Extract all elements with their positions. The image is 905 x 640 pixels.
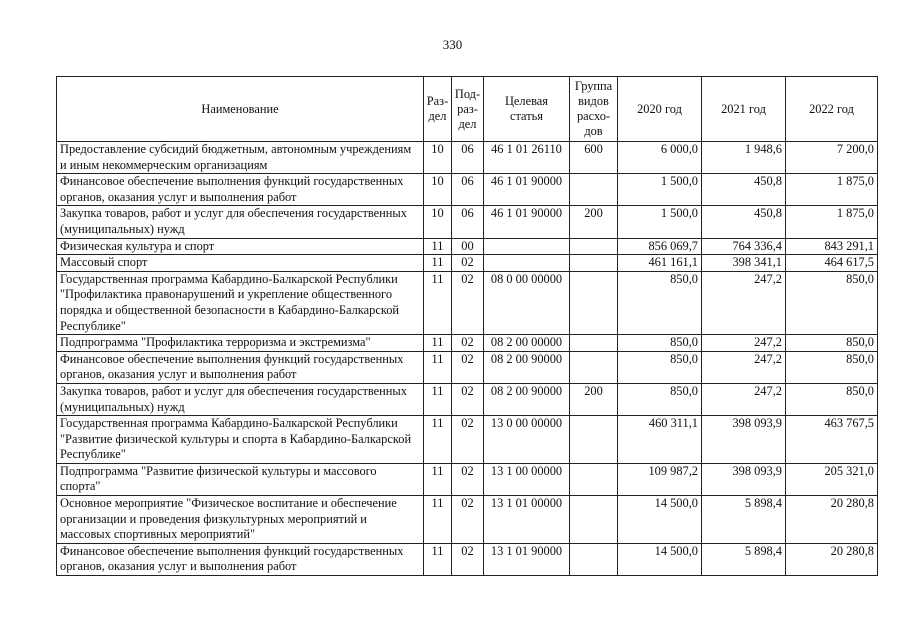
cell-razdel: 11 (424, 543, 452, 575)
cell-expense-group: 200 (570, 206, 618, 238)
cell-podrazdel: 02 (452, 463, 484, 495)
cell-name: Закупка товаров, работ и услуг для обеспечения государственных (муниципальных) нужд (57, 383, 424, 415)
cell-podrazdel: 02 (452, 496, 484, 544)
cell-razdel: 11 (424, 463, 452, 495)
cell-razdel: 10 (424, 142, 452, 174)
cell-name: Подпрограмма "Профилактика терроризма и экстремизма" (57, 335, 424, 352)
cell-expense-group (570, 238, 618, 255)
cell-podrazdel: 06 (452, 174, 484, 206)
page-number: 330 (442, 37, 463, 52)
cell-expense-group (570, 271, 618, 334)
cell-razdel: 11 (424, 271, 452, 334)
header-2020: 2020 год (618, 77, 702, 142)
cell-podrazdel: 02 (452, 543, 484, 575)
cell-target-article: 08 2 00 00000 (484, 335, 570, 352)
cell-name: Закупка товаров, работ и услуг для обеспечения государственных (муниципальных) нужд (57, 206, 424, 238)
budget-table (56, 76, 878, 576)
table-row (57, 496, 878, 544)
cell-name: Финансовое обеспечение выполнения функций государственных органов, оказания услуг и выполнения работ (57, 351, 424, 383)
cell-podrazdel: 02 (452, 255, 484, 272)
cell-podrazdel: 06 (452, 142, 484, 174)
cell-2021: 1 948,6 (702, 142, 786, 174)
cell-target-article: 08 2 00 90000 (484, 351, 570, 383)
cell-expense-group (570, 255, 618, 272)
cell-2022: 1 875,0 (786, 206, 878, 238)
cell-2020: 856 069,7 (618, 238, 702, 255)
header-2021: 2021 год (702, 77, 786, 142)
cell-2022: 850,0 (786, 351, 878, 383)
cell-razdel: 11 (424, 416, 452, 464)
cell-2021: 450,8 (702, 206, 786, 238)
cell-razdel: 11 (424, 335, 452, 352)
cell-target-article: 46 1 01 26110 (484, 142, 570, 174)
cell-expense-group (570, 335, 618, 352)
header-expense-group: Группа видов расхо- дов (570, 77, 618, 142)
cell-2020: 461 161,1 (618, 255, 702, 272)
cell-name: Основное мероприятие "Физическое воспитание и обеспечение организации и проведения физкультурных мероприятий и массовых спортивных мероприятий" (57, 496, 424, 544)
cell-target-article (484, 255, 570, 272)
cell-name: Финансовое обеспечение выполнения функций государственных органов, оказания услуг и выполнения работ (57, 543, 424, 575)
cell-2022: 850,0 (786, 383, 878, 415)
cell-2022: 20 280,8 (786, 496, 878, 544)
table-header (57, 77, 878, 142)
cell-razdel: 10 (424, 206, 452, 238)
cell-razdel: 11 (424, 238, 452, 255)
cell-2020: 1 500,0 (618, 174, 702, 206)
cell-expense-group (570, 416, 618, 464)
table-row (57, 351, 878, 383)
cell-name: Массовый спорт (57, 255, 424, 272)
cell-2020: 460 311,1 (618, 416, 702, 464)
table-row (57, 543, 878, 575)
cell-razdel: 11 (424, 255, 452, 272)
header-row (57, 77, 878, 142)
table-row (57, 463, 878, 495)
cell-2021: 398 341,1 (702, 255, 786, 272)
table-body (57, 142, 878, 576)
cell-target-article: 46 1 01 90000 (484, 174, 570, 206)
cell-2020: 14 500,0 (618, 496, 702, 544)
cell-name: Предоставление субсидий бюджетным, автономным учреждениям и иным некоммерческим организациям (57, 142, 424, 174)
table-row (57, 271, 878, 334)
table-row (57, 416, 878, 464)
cell-2022: 205 321,0 (786, 463, 878, 495)
cell-razdel: 11 (424, 351, 452, 383)
cell-target-article (484, 238, 570, 255)
table-row (57, 206, 878, 238)
cell-2022: 850,0 (786, 271, 878, 334)
cell-name: Государственная программа Кабардино-Балкарской Республики "Развитие физической культуры и спорта в Кабардино-Балкарской Республике" (57, 416, 424, 464)
cell-target-article: 13 1 01 00000 (484, 496, 570, 544)
cell-target-article: 13 1 01 90000 (484, 543, 570, 575)
cell-expense-group (570, 496, 618, 544)
header-2022: 2022 год (786, 77, 878, 142)
cell-podrazdel: 02 (452, 271, 484, 334)
cell-target-article: 08 0 00 00000 (484, 271, 570, 334)
cell-expense-group: 200 (570, 383, 618, 415)
table-row (57, 142, 878, 174)
cell-2022: 843 291,1 (786, 238, 878, 255)
cell-2020: 109 987,2 (618, 463, 702, 495)
cell-2021: 450,8 (702, 174, 786, 206)
cell-podrazdel: 02 (452, 383, 484, 415)
table-row (57, 238, 878, 255)
cell-2020: 850,0 (618, 271, 702, 334)
cell-expense-group (570, 463, 618, 495)
cell-2022: 463 767,5 (786, 416, 878, 464)
cell-podrazdel: 06 (452, 206, 484, 238)
cell-name: Финансовое обеспечение выполнения функций государственных органов, оказания услуг и выполнения работ (57, 174, 424, 206)
table-row (57, 335, 878, 352)
cell-2020: 14 500,0 (618, 543, 702, 575)
cell-2020: 850,0 (618, 351, 702, 383)
cell-2022: 464 617,5 (786, 255, 878, 272)
cell-name: Подпрограмма "Развитие физической культуры и массового спорта" (57, 463, 424, 495)
cell-2021: 247,2 (702, 271, 786, 334)
cell-expense-group (570, 543, 618, 575)
table-row (57, 383, 878, 415)
cell-expense-group: 600 (570, 142, 618, 174)
cell-2022: 7 200,0 (786, 142, 878, 174)
cell-2022: 20 280,8 (786, 543, 878, 575)
cell-name: Государственная программа Кабардино-Балкарской Республики "Профилактика правонарушений и укрепление общественного порядка и общественной безопасности в Кабардино-Балкарской Республике" (57, 271, 424, 334)
header-name: Наименование (57, 77, 424, 142)
cell-2021: 247,2 (702, 335, 786, 352)
header-target-article: Целевая статья (484, 77, 570, 142)
cell-2021: 247,2 (702, 383, 786, 415)
cell-2020: 850,0 (618, 383, 702, 415)
cell-2021: 398 093,9 (702, 416, 786, 464)
cell-2020: 1 500,0 (618, 206, 702, 238)
cell-podrazdel: 02 (452, 335, 484, 352)
table-row (57, 255, 878, 272)
cell-name: Физическая культура и спорт (57, 238, 424, 255)
cell-podrazdel: 00 (452, 238, 484, 255)
cell-2021: 247,2 (702, 351, 786, 383)
cell-2022: 850,0 (786, 335, 878, 352)
cell-razdel: 11 (424, 496, 452, 544)
cell-razdel: 11 (424, 383, 452, 415)
cell-podrazdel: 02 (452, 416, 484, 464)
cell-target-article: 13 0 00 00000 (484, 416, 570, 464)
cell-target-article: 46 1 01 90000 (484, 206, 570, 238)
cell-2021: 5 898,4 (702, 543, 786, 575)
header-razdel: Раз- дел (424, 77, 452, 142)
cell-target-article: 08 2 00 90000 (484, 383, 570, 415)
header-podrazdel: Под- раз- дел (452, 77, 484, 142)
cell-2021: 398 093,9 (702, 463, 786, 495)
cell-expense-group (570, 351, 618, 383)
cell-podrazdel: 02 (452, 351, 484, 383)
cell-2021: 5 898,4 (702, 496, 786, 544)
cell-razdel: 10 (424, 174, 452, 206)
cell-2022: 1 875,0 (786, 174, 878, 206)
cell-expense-group (570, 174, 618, 206)
cell-2020: 6 000,0 (618, 142, 702, 174)
cell-2021: 764 336,4 (702, 238, 786, 255)
table-row (57, 174, 878, 206)
cell-2020: 850,0 (618, 335, 702, 352)
cell-target-article: 13 1 00 00000 (484, 463, 570, 495)
